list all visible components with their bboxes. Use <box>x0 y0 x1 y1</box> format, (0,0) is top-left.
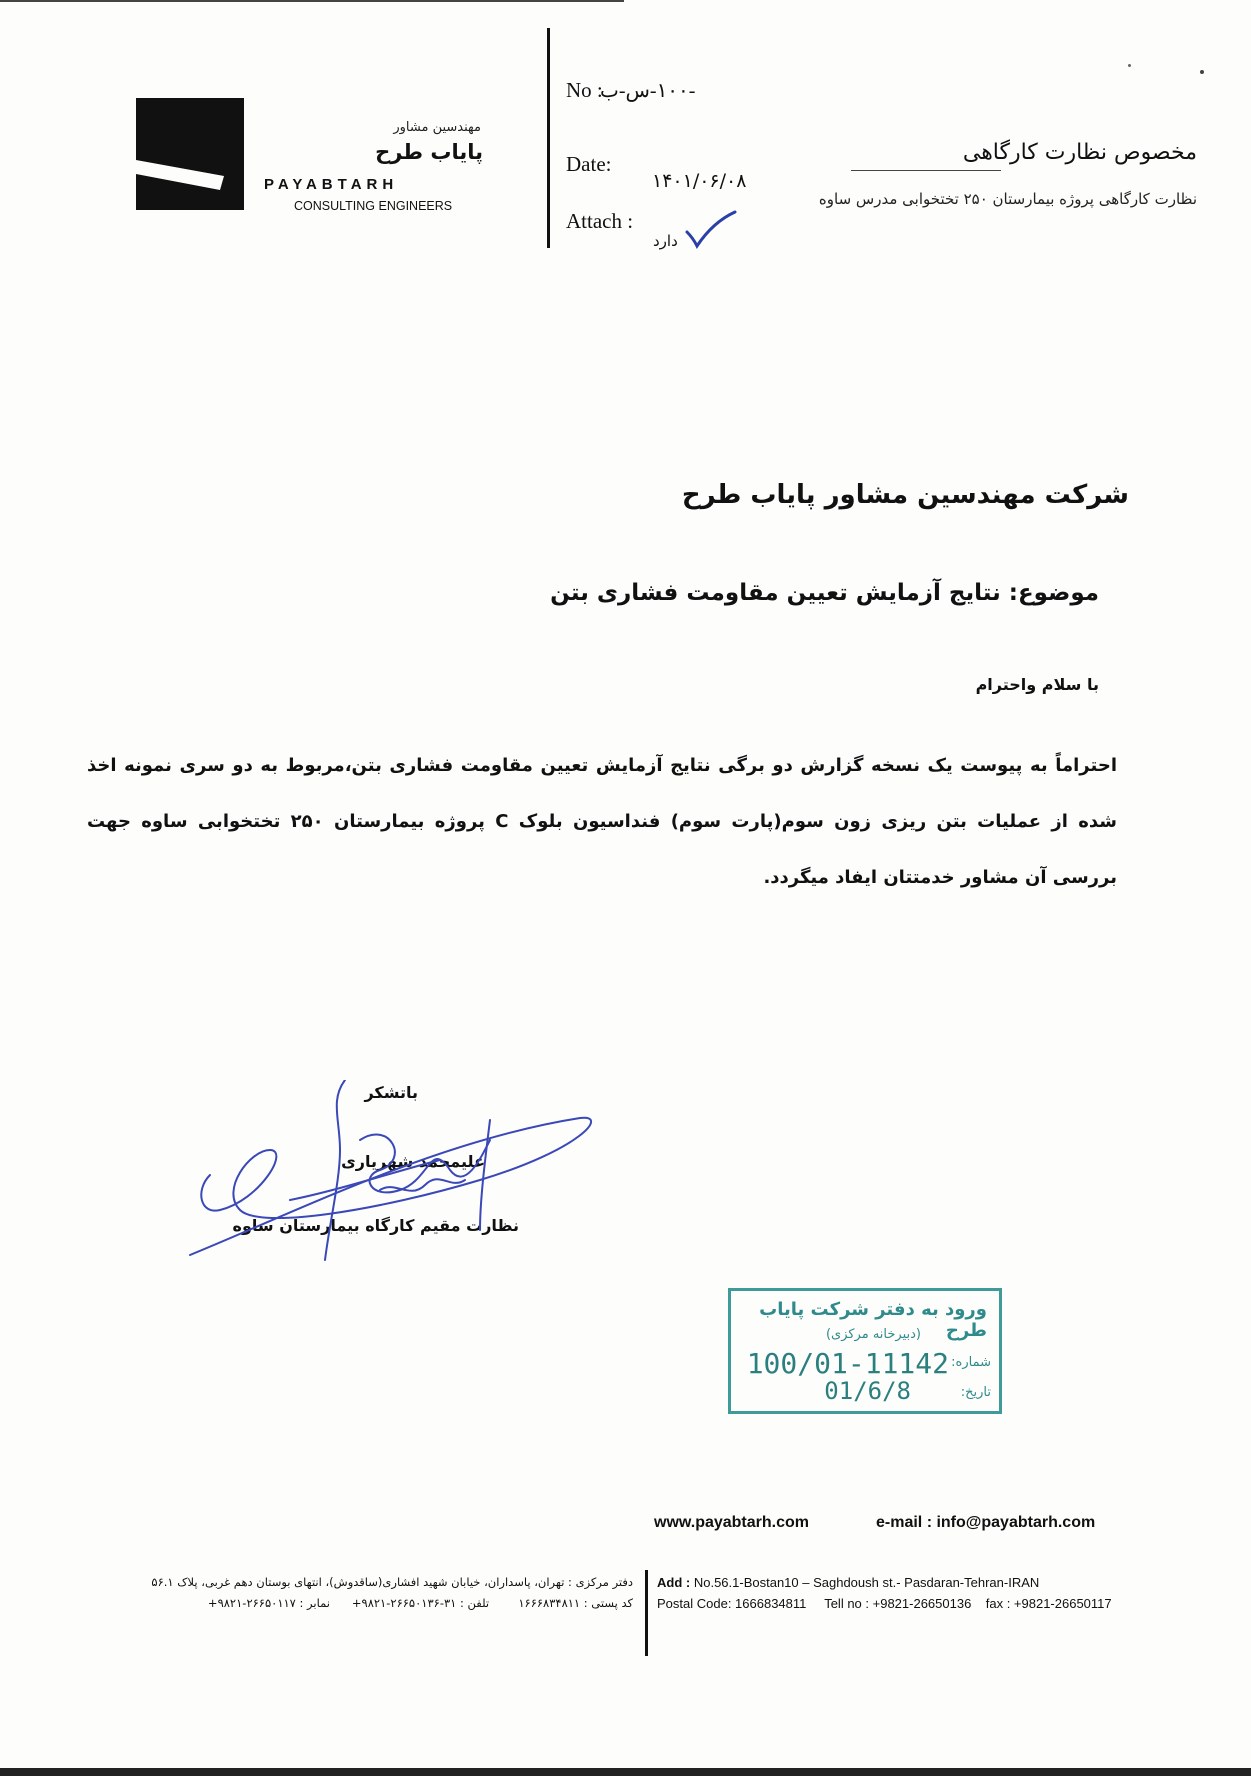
header-divider <box>547 28 550 248</box>
scan-bottom-edge <box>0 1768 1251 1776</box>
subject-line: موضوع: نتایج آزمایش تعیین مقاومت فشاری بتن <box>550 580 1099 606</box>
supervision-line: نظارت کارگاهی پروژه بیمارستان ۲۵۰ تختخوابی مدرس ساوه <box>818 190 1197 208</box>
address-text: No.56.1-Bostan10 – Saghdoush st.- Pasdaran-Tehran-IRAN <box>693 1575 1040 1590</box>
greeting: با سلام واحترام <box>975 675 1099 694</box>
date-label: Date: <box>566 152 612 176</box>
stamp-number-label: شماره: <box>951 1355 991 1370</box>
scan-top-line <box>0 0 624 2</box>
postal-contact-fa: کد پستی : ۱۶۶۶۸۳۴۸۱۱ تلفن : ۳۱-۲۶۶۵۰۱۳۶-۹۸۲۱+ نمابر : ۲۶۶۵۰۱۱۷-۹۸۲۱+ <box>207 1596 633 1610</box>
scan-dot <box>1128 64 1131 67</box>
stamp-subtitle: (دبیرخانه مرکزی) <box>825 1327 921 1342</box>
footer-divider <box>645 1570 648 1656</box>
special-heading: مخصوص نظارت کارگاهی <box>962 140 1197 165</box>
address-fa: دفتر مرکزی : تهران، پاسداران، خیابان شهید افشاری(ساقدوش)، انتهای بوستان دهم غربی، پلاک ۵۶.۱ <box>151 1575 633 1589</box>
logo-title-fa: پایاب طرح <box>375 140 483 164</box>
date-value: ۱۴۰۱/۰۶/۰۸ <box>652 170 747 192</box>
stamp-number: 100/01-11142 <box>746 1347 949 1380</box>
letter-body: احتراماً به پیوست یک نسخه گزارش دو برگی نتایج آزمایش تعیین مقاومت فشاری بتن،مربوط به دو سری نمونه اخذ شده از عملیات بتن ریزی زون سوم(پارت سوم) فنداسیون بلوک C پروژه بیمارستان ۲۵۰ تختخوابی ساوه جهت بررسی آن مشاور خدمتتان ایفاد میگردد. <box>87 755 1117 888</box>
scan-dot <box>1200 70 1204 74</box>
number-value: -۱۰۰-س-ب <box>600 80 696 102</box>
attach-value: دارد <box>653 232 678 250</box>
stamp-date: 01/6/8 <box>824 1377 911 1405</box>
website-link[interactable]: www.payabtarh.com <box>654 1514 809 1531</box>
address-label: Add : <box>657 1575 691 1590</box>
company-name: شرکت مهندسین مشاور پایاب طرح <box>681 480 1129 510</box>
logo-subtitle-en: CONSULTING ENGINEERS <box>294 199 453 213</box>
signer-title: نظارت مقیم کارگاه بیمارستان ساوه <box>232 1216 519 1235</box>
attach-label: Attach : <box>566 209 634 233</box>
special-underline <box>851 170 1001 171</box>
payabtarh-logo-icon <box>136 98 244 210</box>
signer-name: علیمحمد شهریاری <box>341 1152 485 1171</box>
closing-thanks: باتشکر <box>364 1083 418 1102</box>
postal-contact-en: Postal Code: 1666834811 Tell no : +9821-26650136 fax : +9821-26650117 <box>657 1596 1112 1611</box>
logo-title-en: PAYABTARH <box>264 176 399 193</box>
stamp-date-label: تاریخ: <box>960 1385 991 1400</box>
checkmark-icon <box>683 210 738 252</box>
email-link[interactable]: e-mail : info@payabtarh.com <box>876 1514 1096 1531</box>
receipt-stamp <box>728 1288 1002 1414</box>
logo-subtitle-fa: مهندسین مشاور <box>393 120 481 135</box>
address-en <box>657 1575 1039 1590</box>
number-label: No : <box>566 78 603 102</box>
handwritten-signature <box>180 1080 600 1270</box>
stamp-title: ورود به دفتر شرکت پایاب طرح <box>759 1299 987 1341</box>
